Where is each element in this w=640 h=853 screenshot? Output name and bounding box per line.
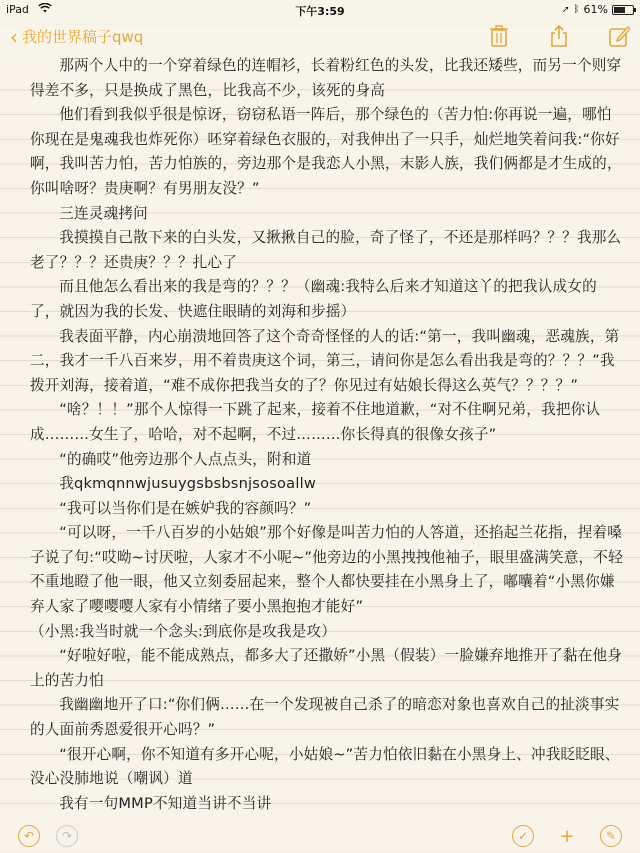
back-button[interactable] — [10, 26, 143, 47]
note-paragraph: 他们看到我似乎很是惊讶，窃窃私语一阵后，那个绿色的（苦力怕:你再说一遍，哪怕你现在是鬼魂我也炸死你）呸穿着绿色衣服的，对我伸出了一只手，灿烂地笑着问我:“你好啊，我叫苦力怕，苦力怕族的，旁边那个是我恋人小黑，末影人族，我们俩都是才生成的，你叫啥呀？贵庚啊？有男朋友没？” — [30, 106, 622, 197]
redo-icon[interactable]: ↷ — [56, 825, 78, 847]
note-paragraph: 三连灵魂拷问 — [59, 204, 148, 222]
battery-percent: 61% — [583, 3, 608, 16]
note-paragraph: 我幽幽地开了口:“你们俩……在一个发现被自己杀了的暗恋对象也喜欢自己的扯淡事实的人面前秀恩爱很开心吗？” — [30, 696, 620, 739]
note-body[interactable] — [30, 54, 626, 816]
add-icon[interactable]: + — [559, 825, 575, 847]
bottom-toolbar — [0, 819, 640, 853]
battery-fill — [614, 7, 625, 13]
note-paragraph: “啥？！！”那个人惊得一下跳了起来，接着不住地道歉，“对不住啊兄弟，我把你认成………女生了，哈哈，对不起啊，不过………你长得真的很像女孩子” — [30, 401, 601, 443]
back-label: 我的世界稿子qwq — [22, 28, 144, 46]
note-paragraph: “好啦好啦，能不能成熟点，都多大了还撒娇”小黑（假装）一脸嫌弃地推开了黏在他身上的苦力怕 — [30, 647, 623, 689]
battery-icon — [612, 5, 634, 15]
note-paragraph: “可以呀，一千八百岁的小姑娘”那个好像是叫苦力怕的人答道，还掐起兰花指，捏着嗓子说了句:“哎呦~讨厌啦，人家才不小呢~”他旁边的小黑拽拽他袖子，眼里盛满笑意，不轻不重地瞪了他一眼，他又立刻委屈起来，整个人都快要挂在小黑身上了，嘟囔着“小黑你嫌弃人家了嘤嘤嘤人家有小情绪了要小黑抱抱才能好” — [30, 524, 623, 616]
bluetooth-icon: ᛒ — [573, 4, 580, 15]
location-icon: ➚ — [562, 4, 570, 15]
note-paragraph: “很开心啊，你不知道有多开心呢，小姑娘~”苦力怕依旧黏在小黑身上、冲我眨眨眼、没心没肺地说（嘲讽）道 — [30, 745, 620, 788]
share-icon[interactable] — [548, 24, 570, 48]
note-paragraph: 我摸摸自己散下来的白头发，又揪揪自己的脸，奇了怪了，不还是那样吗？？？我那么老了？？？还贵庚？？？扎心了 — [30, 229, 622, 271]
note-paragraph: 我表面平静，内心崩溃地回答了这个奇奇怪怪的人的话:“第一，我叫幽魂，恶魂族，第二，我才一千八百来岁，用不着贵庚这个词，第三，请问你是怎么看出我是弯的？？？”我拨开刘海，接着道，“难不成你把我当女的了？你见过有姑娘长得这么英气？？？？” — [30, 327, 620, 394]
note-paragraph: “的确哎”他旁边那个人点点头，附和道 — [59, 450, 312, 468]
note-paragraph: “我可以当你们是在嫉妒我的容颜吗？” — [59, 499, 312, 517]
note-paragraph: 我qkmqnnwjusuygsbsbsnjsosoallw — [59, 475, 316, 493]
navigation-bar — [0, 20, 640, 54]
note-paragraph: （小黑:我当时就一个念头:到底你是攻我是攻） — [30, 622, 337, 640]
status-bar — [0, 0, 640, 20]
chevron-left-icon: ‹ — [10, 24, 18, 49]
markup-icon[interactable]: ✎ — [600, 825, 622, 847]
checklist-icon[interactable]: ✓ — [512, 825, 534, 847]
note-paragraph: 我有一句MMP不知道当讲不当讲 — [59, 794, 272, 812]
note-paragraph: 那两个人中的一个穿着绿色的连帽衫，长着粉红色的头发，比我还矮些，而另一个则穿得差不多，只是换成了黑色，比我高不少，该死的身高 — [30, 57, 622, 99]
undo-icon[interactable]: ↶ — [18, 825, 40, 847]
device-label: iPad — [6, 3, 29, 16]
trash-icon[interactable] — [488, 24, 510, 48]
compose-icon[interactable] — [608, 24, 630, 48]
note-paragraph: 而且他怎么看出来的我是弯的？？？（幽魂:我特么后来才知道这丫的把我认成女的了，就因为我的长发、快遮住眼睛的刘海和步摇） — [30, 278, 597, 320]
status-time: 下午3:59 — [295, 5, 345, 18]
